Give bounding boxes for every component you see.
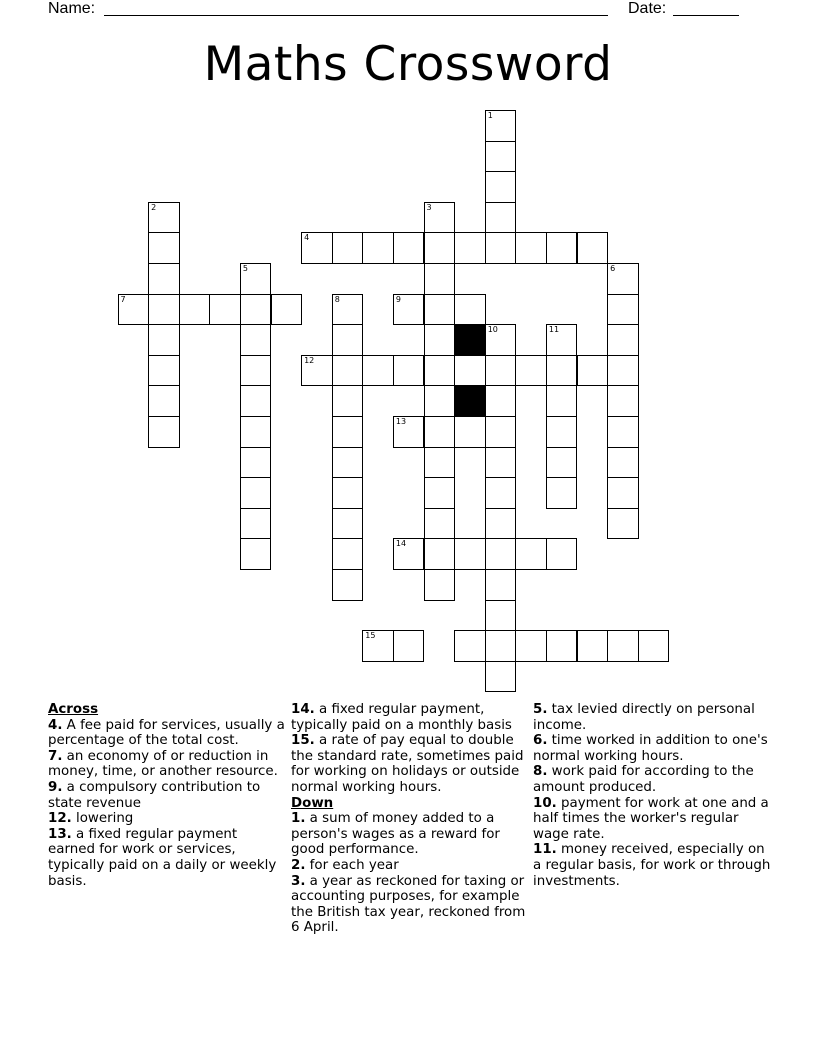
crossword-cell[interactable] bbox=[607, 508, 639, 540]
clue-number-label: 15 bbox=[365, 631, 376, 641]
clue-number-label: 2 bbox=[151, 202, 157, 212]
crossword-cell[interactable] bbox=[485, 355, 517, 387]
clue-number: 12. bbox=[48, 811, 72, 827]
crossword-cell[interactable] bbox=[607, 324, 639, 356]
crossword-cell[interactable] bbox=[454, 232, 486, 264]
crossword-cell[interactable] bbox=[485, 600, 517, 632]
crossword-cell[interactable] bbox=[393, 294, 425, 326]
clue-item bbox=[291, 733, 529, 795]
crossword-cell[interactable] bbox=[546, 416, 578, 448]
crossword-cell[interactable] bbox=[485, 141, 517, 173]
crossword-cell[interactable] bbox=[546, 630, 578, 662]
crossword-cell[interactable] bbox=[515, 355, 547, 387]
crossword-cell[interactable] bbox=[362, 630, 394, 662]
crossword-cell[interactable] bbox=[485, 202, 517, 234]
clue-number-label: 5 bbox=[242, 264, 248, 273]
clue-number: 7. bbox=[48, 748, 63, 764]
clue-text: a sum of money added to a person's wages as a reward for good performance. bbox=[291, 811, 500, 858]
clue-number: 10. bbox=[533, 795, 557, 811]
clue-text: tax levied directly on personal income. bbox=[533, 702, 755, 733]
clue-number: 2. bbox=[291, 857, 306, 873]
clue-text: an economy of or reduction in money, time, or another resource. bbox=[48, 748, 278, 780]
clue-text: time worked in addition to one's normal working hours. bbox=[533, 733, 768, 764]
crossword-cell[interactable] bbox=[485, 416, 517, 448]
clue-item bbox=[291, 858, 529, 874]
clue-number-label: 9 bbox=[395, 294, 401, 304]
crossword-cell[interactable] bbox=[515, 232, 547, 264]
clue-text: lowering bbox=[71, 811, 134, 827]
crossword-cell[interactable] bbox=[485, 232, 517, 264]
crossword-cell[interactable] bbox=[240, 416, 272, 448]
crossword-cell[interactable] bbox=[393, 538, 425, 570]
clue-item bbox=[533, 764, 773, 795]
crossword-cell[interactable] bbox=[546, 538, 578, 570]
clue-number-label: 14 bbox=[395, 539, 407, 549]
crossword-cell[interactable] bbox=[485, 661, 517, 693]
clue-number-label: 7 bbox=[120, 294, 126, 304]
clue-item bbox=[533, 733, 773, 764]
clue-item bbox=[291, 874, 529, 936]
crossword-cell[interactable] bbox=[424, 324, 456, 356]
clue-number: 8. bbox=[533, 764, 548, 780]
crossword-block bbox=[454, 385, 486, 417]
crossword-cell[interactable] bbox=[148, 294, 180, 326]
clue-item bbox=[48, 718, 286, 749]
crossword-cell[interactable] bbox=[485, 324, 517, 356]
across-clue-list-continued bbox=[291, 702, 529, 796]
crossword-cell[interactable] bbox=[362, 232, 394, 264]
crossword-cell[interactable] bbox=[485, 477, 517, 509]
crossword-cell[interactable] bbox=[485, 171, 517, 203]
clue-number-label: 11 bbox=[548, 325, 560, 335]
crossword-cell[interactable] bbox=[515, 630, 547, 662]
clue-text: work paid for according to the amount produced. bbox=[533, 764, 754, 795]
crossword-cell[interactable] bbox=[607, 294, 639, 326]
crossword-cell[interactable] bbox=[332, 477, 364, 509]
crossword-cell[interactable] bbox=[179, 294, 211, 326]
crossword-cell[interactable] bbox=[148, 416, 180, 448]
crossword-cell[interactable] bbox=[301, 355, 333, 387]
clue-number-label: 6 bbox=[610, 264, 616, 273]
clue-number-label: 10 bbox=[487, 325, 498, 335]
clue-text: a fixed regular payment earned for work or services, typically paid on a daily or weekly basis. bbox=[48, 826, 277, 889]
clue-text: for each year bbox=[305, 857, 399, 873]
clue-item bbox=[291, 811, 529, 858]
crossword-cell[interactable] bbox=[607, 447, 639, 479]
clue-item bbox=[48, 780, 286, 811]
crossword-cell[interactable] bbox=[118, 294, 150, 326]
crossword-cell[interactable] bbox=[607, 630, 639, 662]
crossword-cell[interactable] bbox=[240, 385, 272, 417]
crossword-cell[interactable] bbox=[332, 294, 364, 326]
crossword-cell[interactable] bbox=[607, 385, 639, 417]
crossword-cell[interactable] bbox=[485, 385, 517, 417]
clue-number: 15. bbox=[291, 733, 315, 749]
clue-number-label: 3 bbox=[426, 202, 432, 212]
clue-text: A fee paid for services, usually a percentage of the total cost. bbox=[48, 717, 285, 749]
crossword-cell[interactable] bbox=[577, 630, 609, 662]
crossword-block bbox=[454, 324, 486, 356]
clue-item bbox=[48, 811, 286, 827]
across-heading: Across bbox=[48, 702, 99, 717]
crossword-cell[interactable] bbox=[240, 508, 272, 540]
crossword-cell[interactable] bbox=[485, 630, 517, 662]
crossword-cell[interactable] bbox=[607, 477, 639, 509]
crossword-cell[interactable] bbox=[424, 538, 456, 570]
clues-column-3 bbox=[533, 702, 773, 889]
crossword-cell[interactable] bbox=[607, 263, 639, 295]
crossword-cell[interactable] bbox=[424, 294, 456, 326]
crossword-cell[interactable] bbox=[638, 630, 670, 662]
across-clue-list bbox=[48, 718, 286, 890]
crossword-cell[interactable] bbox=[332, 538, 364, 570]
date-label: Date: bbox=[628, 0, 667, 17]
crossword-cell[interactable] bbox=[454, 630, 486, 662]
page-title: Maths Crossword bbox=[203, 37, 613, 92]
crossword-cell[interactable] bbox=[240, 477, 272, 509]
crossword-cell[interactable] bbox=[424, 232, 456, 264]
crossword-cell[interactable] bbox=[546, 232, 578, 264]
crossword-cell[interactable] bbox=[607, 355, 639, 387]
clue-item bbox=[533, 842, 773, 889]
clue-text: payment for work at one and a half times the worker's regular wage rate. bbox=[533, 795, 769, 842]
crossword-cell[interactable] bbox=[546, 355, 578, 387]
clue-item bbox=[291, 702, 529, 733]
crossword-cell[interactable] bbox=[393, 630, 425, 662]
crossword-cell[interactable] bbox=[454, 294, 486, 326]
crossword-cell[interactable] bbox=[454, 538, 486, 570]
crossword-cell[interactable] bbox=[332, 569, 364, 601]
clue-number: 3. bbox=[291, 873, 306, 889]
crossword-cell[interactable] bbox=[332, 355, 364, 387]
crossword-cell[interactable] bbox=[485, 508, 517, 540]
clue-text: a compulsory contribution to state revenue bbox=[48, 779, 261, 811]
crossword-cell[interactable] bbox=[515, 538, 547, 570]
crossword-cell[interactable] bbox=[424, 508, 456, 540]
crossword-cell[interactable] bbox=[240, 447, 272, 479]
crossword-cell[interactable] bbox=[454, 416, 486, 448]
crossword-cell[interactable] bbox=[424, 447, 456, 479]
crossword-cell[interactable] bbox=[454, 355, 486, 387]
clue-number: 6. bbox=[533, 733, 548, 749]
clue-text: a year as reckoned for taxing or accounting purposes, for example the British tax year, reckoned from 6 April. bbox=[291, 873, 526, 936]
crossword-cell[interactable] bbox=[424, 477, 456, 509]
crossword-cell[interactable] bbox=[424, 202, 456, 234]
crossword-cell[interactable] bbox=[607, 416, 639, 448]
clues-column-2 bbox=[291, 702, 529, 936]
crossword-cell[interactable] bbox=[332, 324, 364, 356]
clue-number-label: 13 bbox=[395, 417, 407, 426]
crossword-cell[interactable] bbox=[546, 477, 578, 509]
clue-number-label: 1 bbox=[487, 111, 493, 120]
crossword-cell[interactable] bbox=[424, 355, 456, 387]
crossword-cell[interactable] bbox=[240, 324, 272, 356]
clue-number: 1. bbox=[291, 811, 306, 827]
clues-column-1 bbox=[48, 702, 286, 889]
clue-text: a fixed regular payment, typically paid on a monthly basis bbox=[291, 702, 512, 733]
clue-number: 5. bbox=[533, 702, 548, 717]
clue-number-label: 8 bbox=[334, 294, 340, 304]
crossword-cell[interactable] bbox=[332, 447, 364, 479]
crossword-cell[interactable] bbox=[393, 355, 425, 387]
crossword-cell[interactable] bbox=[393, 416, 425, 448]
clue-text: money received, especially on a regular basis, for work or through investments. bbox=[533, 842, 771, 889]
name-label: Name: bbox=[48, 0, 96, 17]
crossword-cell[interactable] bbox=[240, 355, 272, 387]
crossword-cell[interactable] bbox=[546, 385, 578, 417]
crossword-cell[interactable] bbox=[332, 508, 364, 540]
clue-number-label: 12 bbox=[304, 355, 315, 365]
down-heading: Down bbox=[291, 795, 334, 811]
clue-item bbox=[48, 749, 286, 780]
crossword-cell[interactable] bbox=[332, 232, 364, 264]
crossword-cell[interactable] bbox=[148, 202, 180, 234]
crossword-cell[interactable] bbox=[424, 416, 456, 448]
crossword-cell[interactable] bbox=[577, 232, 609, 264]
crossword-cell[interactable] bbox=[332, 385, 364, 417]
clue-text: a rate of pay equal to double the standard rate, sometimes paid for working on holidays or outside normal working hours. bbox=[291, 733, 524, 795]
crossword-cell[interactable] bbox=[240, 263, 272, 295]
down-clue-list-continued bbox=[533, 702, 773, 889]
crossword-cell[interactable] bbox=[148, 263, 180, 295]
clue-number-label: 4 bbox=[304, 233, 310, 243]
crossword-cell[interactable] bbox=[240, 538, 272, 570]
crossword-cell[interactable] bbox=[424, 263, 456, 295]
crossword-cell[interactable] bbox=[332, 416, 364, 448]
crossword-cell[interactable] bbox=[546, 447, 578, 479]
crossword-cell[interactable] bbox=[271, 294, 303, 326]
crossword-cell[interactable] bbox=[148, 385, 180, 417]
crossword-cell[interactable] bbox=[209, 294, 241, 326]
clue-number: 4. bbox=[48, 717, 63, 733]
down-clue-list bbox=[291, 811, 529, 936]
crossword-cell[interactable] bbox=[424, 385, 456, 417]
crossword-cell[interactable] bbox=[485, 538, 517, 570]
crossword-cell[interactable] bbox=[546, 324, 578, 356]
crossword-cell[interactable] bbox=[362, 355, 394, 387]
clue-number: 14. bbox=[291, 702, 315, 717]
crossword-cell[interactable] bbox=[424, 569, 456, 601]
crossword-cell[interactable] bbox=[393, 232, 425, 264]
crossword-cell[interactable] bbox=[148, 232, 180, 264]
clue-number: 13. bbox=[48, 826, 72, 842]
crossword-cell[interactable] bbox=[148, 324, 180, 356]
clue-item bbox=[533, 702, 773, 733]
clue-item bbox=[533, 796, 773, 843]
crossword-cell[interactable] bbox=[577, 355, 609, 387]
crossword-cell[interactable] bbox=[148, 355, 180, 387]
clue-item bbox=[48, 827, 286, 889]
crossword-cell[interactable] bbox=[485, 569, 517, 601]
crossword-cell[interactable] bbox=[240, 294, 272, 326]
crossword-cell[interactable] bbox=[485, 447, 517, 479]
clue-number: 9. bbox=[48, 779, 63, 795]
crossword-cell[interactable] bbox=[301, 232, 333, 264]
clue-number: 11. bbox=[533, 842, 557, 858]
crossword-cell[interactable] bbox=[485, 110, 517, 142]
